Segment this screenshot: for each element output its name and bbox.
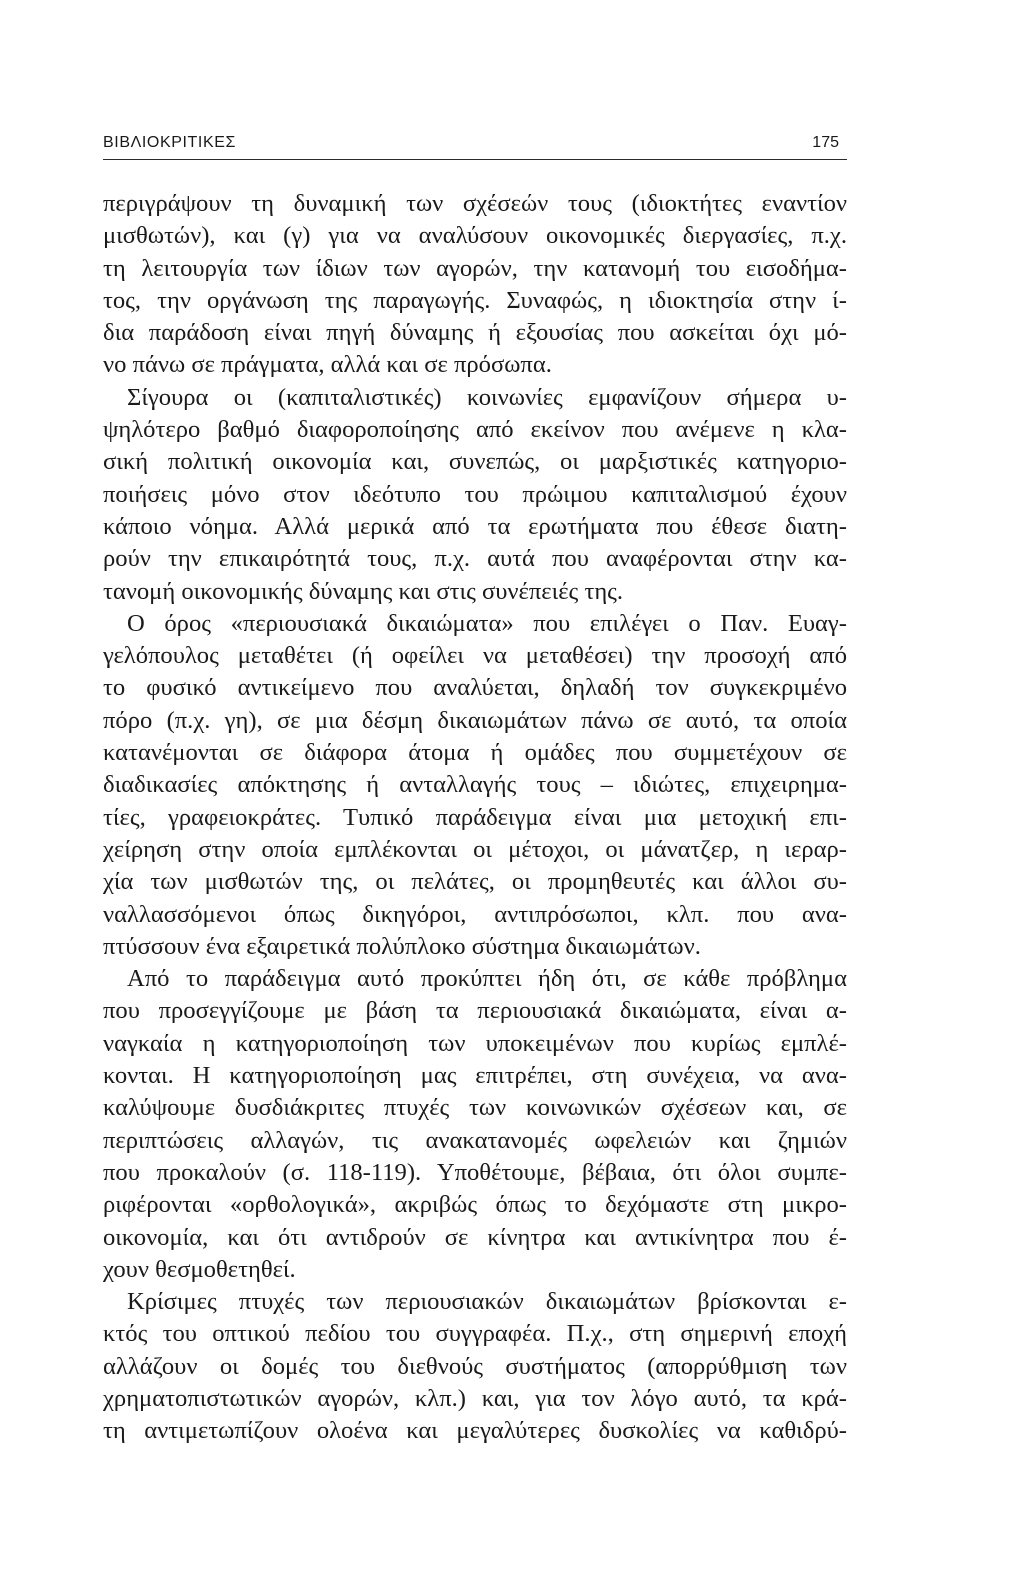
paragraph (103, 608, 847, 963)
text-line: Ο όρος «περιουσιακά δικαιώματα» που επιλέγει ο Παν. Ευαγ- (127, 609, 847, 637)
text-line: σική πολιτική οικονομία και, συνεπώς, οι μαρξιστικές κατηγοριο- (103, 448, 847, 476)
text-line: τος, την οργάνωση της παραγωγής. Συναφώς, η ιδιοκτησία στην ί- (103, 286, 847, 314)
text-line: τανομή οικονομικής δύναμης και στις συνέπειές της. (103, 577, 624, 605)
text-line: κονται. Η κατηγοριοποίηση μας επιτρέπει, στη συνέχεια, να ανα- (103, 1062, 847, 1090)
text-line: που προσεγγίζουμε με βάση τα περιουσιακά δικαιώματα, είναι α- (103, 997, 847, 1025)
text-line: Κρίσιμες πτυχές των περιουσιακών δικαιωμάτων βρίσκονται ε- (127, 1288, 847, 1316)
text-line: ρούν την επικαιρότητά τους, π.χ. αυτά που αναφέρονται στην κα- (103, 545, 847, 573)
text-line: κατανέμονται σε διάφορα άτομα ή ομάδες που συμμετέχουν σε (103, 739, 847, 767)
text-line: δια παράδοση είναι πηγή δύναμης ή εξουσίας που ασκείται όχι μό- (103, 319, 847, 347)
section-title: ΒΙΒΛΙΟΚΡΙΤΙΚΕΣ (103, 134, 237, 151)
paragraph (103, 188, 847, 382)
text-line: περιγράψουν τη δυναμική των σχέσεών τους (ιδιοκτήτες εναντίον (103, 190, 847, 217)
text-line: Σίγουρα οι (καπιταλιστικές) κοινωνίες εμφανίζουν σήμερα υ- (127, 383, 847, 411)
text-line: το φυσικό αντικείμενο που αναλύεται, δηλαδή τον συγκεκριμένο (103, 674, 847, 702)
text-line: ναλλασσόμενοι όπως δικηγόροι, αντιπρόσωποι, κλπ. που ανα- (103, 900, 847, 928)
text-line: Από το παράδειγμα αυτό προκύπτει ήδη ότι, σε κάθε πρόβλημα (127, 965, 847, 993)
text-line: χουν θεσμοθετηθεί. (103, 1255, 296, 1283)
running-header (103, 133, 847, 160)
paragraph (103, 382, 847, 608)
text-line: ναγκαία η κατηγοριοποίηση των υποκειμένων που κυρίως εμπλέ- (103, 1029, 847, 1057)
text-line: χία των μισθωτών της, οι πελάτες, οι προμηθευτές και άλλοι συ- (103, 868, 847, 896)
text-line: πόρο (π.χ. γη), σε μια δέσμη δικαιωμάτων πάνω σε αυτό, τα οποία (103, 706, 847, 734)
text-line: ριφέρονται «ορθολογικά», ακριβώς όπως το δεχόμαστε στη μικρο- (103, 1191, 847, 1219)
text-line: αλλάζουν οι δομές του διεθνούς συστήματος (απορρύθμιση των (103, 1352, 847, 1380)
paragraph (103, 963, 847, 1286)
paragraph (103, 1286, 847, 1447)
text-line: γελόπουλος μεταθέτει (ή οφείλει να μεταθέσει) την προσοχή από (103, 642, 847, 670)
text-line: ψηλότερο βαθμό διαφοροποίησης από εκείνον που ανέμενε η κλα- (103, 416, 847, 444)
body-text (103, 188, 847, 1448)
text-line: που προκαλούν (σ. 118-119). Υποθέτουμε, βέβαια, ότι όλοι συμπε- (103, 1158, 847, 1186)
text-line: καλύψουμε δυσδιάκριτες πτυχές των κοινωνικών σχέσεων και, σε (103, 1094, 847, 1122)
page-number: 175 (812, 134, 839, 151)
text-line: κτός του οπτικού πεδίου του συγγραφέα. Π.χ., στη σημερινή εποχή (103, 1320, 847, 1348)
text-line: τη αντιμετωπίζουν ολοένα και μεγαλύτερες δυσκολίες να καθιδρύ- (103, 1417, 847, 1445)
text-line: τη λειτουργία των ίδιων των αγορών, την κατανομή του εισοδήμα- (103, 254, 847, 282)
text-line: μισθωτών), και (γ) για να αναλύσουν οικονομικές διεργασίες, π.χ. (103, 222, 847, 250)
text-line: διαδικασίες απόκτησης ή ανταλλαγής τους – ιδιώτες, επιχειρημα- (103, 771, 847, 799)
text-line: χρηματοπιστωτικών αγορών, κλπ.) και, για τον λόγο αυτό, τα κρά- (103, 1384, 847, 1412)
text-line: κάποιο νόημα. Αλλά μερικά από τα ερωτήματα που έθεσε διατη- (103, 512, 847, 540)
text-line: οικονομία, και ότι αντιδρούν σε κίνητρα και αντικίνητρα που έ- (103, 1223, 847, 1251)
text-line: νο πάνω σε πράγματα, αλλά και σε πρόσωπα. (103, 351, 552, 379)
text-line: ποιήσεις μόνο στον ιδεότυπο του πρώιμου καπιταλισμού έχουν (103, 480, 847, 508)
text-line: χείρηση στην οποία εμπλέκονται οι μέτοχοι, οι μάνατζερ, η ιεραρ- (103, 835, 847, 863)
text-line: πτύσσουν ένα εξαιρετικά πολύπλοκο σύστημα δικαιωμάτων. (103, 932, 701, 960)
text-line: περιπτώσεις αλλαγών, τις ανακατανομές ωφελειών και ζημιών (103, 1126, 847, 1154)
text-line: τίες, γραφειοκράτες. Τυπικό παράδειγμα είναι μια μετοχική επι- (103, 803, 847, 831)
